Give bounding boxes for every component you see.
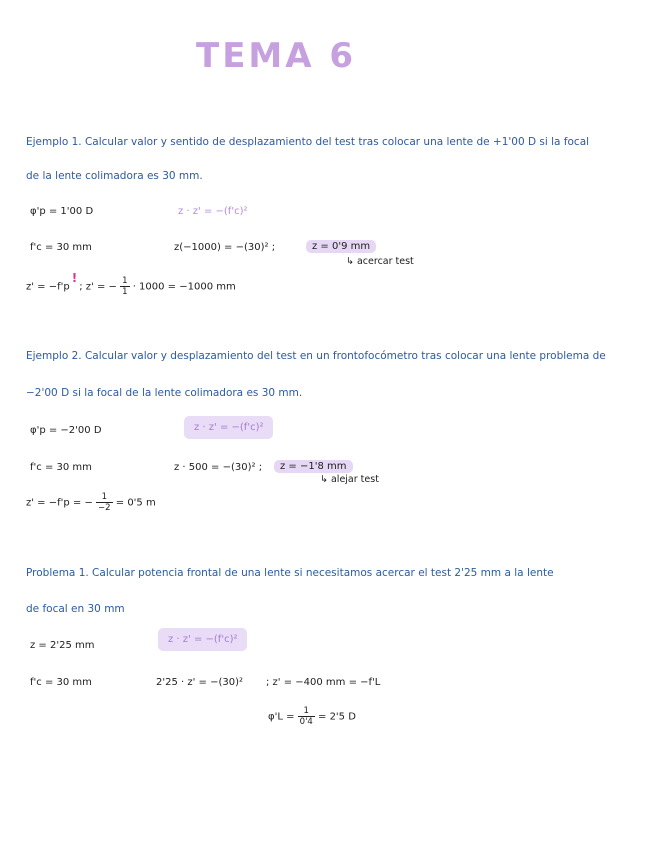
ej2-focal: f'c = 30 mm	[30, 462, 92, 473]
ej2-frac-den: −2	[98, 503, 111, 513]
ej1-note: ↳ acercar test	[346, 256, 414, 267]
ej2-power: φ'p = −2'00 D	[30, 425, 102, 436]
ej1-fraction	[120, 276, 129, 297]
ej2-calc: z · 500 = −(30)² ;	[174, 462, 263, 473]
prob1-statement-line1: Problema 1. Calcular potencia frontal de una lente si necesitamos acercar el test 2'25 mm a la lente	[26, 567, 554, 579]
prob1-power-a: φ'L =	[268, 711, 295, 723]
ej1-formula: z · z' = −(f'c)²	[178, 206, 248, 217]
prob1-frac-num: 1	[298, 706, 315, 717]
ej1-focal: f'c = 30 mm	[30, 242, 92, 253]
ej1-exclamation-mark: !	[71, 270, 78, 285]
prob1-z: z = 2'25 mm	[30, 640, 95, 651]
prob1-fraction	[298, 706, 315, 727]
ej2-statement-line1: Ejemplo 2. Calcular valor y desplazamiento del test en un frontofocómetro tras colocar una lente problema de	[26, 350, 606, 362]
ej2-zprime-c: = 0'5 m	[115, 497, 156, 509]
prob1-power-b: = 2'5 D	[318, 711, 356, 723]
prob1-calc: 2'25 · z' = −(30)²	[156, 677, 244, 688]
prob1-focal: f'c = 30 mm	[30, 677, 92, 688]
ej1-zprime-b: ; z' = −	[79, 281, 117, 293]
page-title: TEMA 6	[196, 36, 357, 76]
prob1-formula-box: z · z' = −(f'c)²	[158, 628, 247, 651]
ej1-frac-num: 1	[122, 276, 128, 286]
ej1-zprime	[26, 270, 236, 297]
ej2-zprime-a: z' = −f'p = −	[26, 497, 93, 509]
prob1-zprime: ; z' = −400 mm = −f'L	[266, 677, 381, 688]
ej2-result: z = −1'8 mm	[274, 460, 353, 473]
ej2-statement-line2: −2'00 D si la focal de la lente colimadora es 30 mm.	[26, 387, 303, 399]
ej1-frac-den: 1	[122, 287, 128, 297]
ej2-frac-num: 1	[96, 492, 113, 503]
ej2-zprime	[26, 492, 156, 513]
ej2-formula-box: z · z' = −(f'c)²	[184, 416, 273, 439]
ej1-zprime-a: z' = −f'p	[26, 281, 70, 293]
ej1-statement-line1: Ejemplo 1. Calcular valor y sentido de desplazamiento del test tras colocar una lente de +1'00 D si la focal	[26, 136, 590, 148]
ej2-note: ↳ alejar test	[320, 474, 379, 485]
ej1-power: φ'p = 1'00 D	[30, 206, 94, 217]
prob1-power	[268, 706, 356, 727]
ej1-calc: z(−1000) = −(30)² ;	[174, 242, 276, 253]
prob1-statement-line2: de focal en 30 mm	[26, 603, 125, 615]
ej2-fraction	[96, 492, 113, 513]
ej1-zprime-c: · 1000 = −1000 mm	[132, 281, 236, 293]
ej1-statement-line2: de la lente colimadora es 30 mm.	[26, 170, 203, 182]
prob1-frac-den: 0'4	[299, 717, 313, 727]
ej1-result: z = 0'9 mm	[306, 240, 376, 253]
